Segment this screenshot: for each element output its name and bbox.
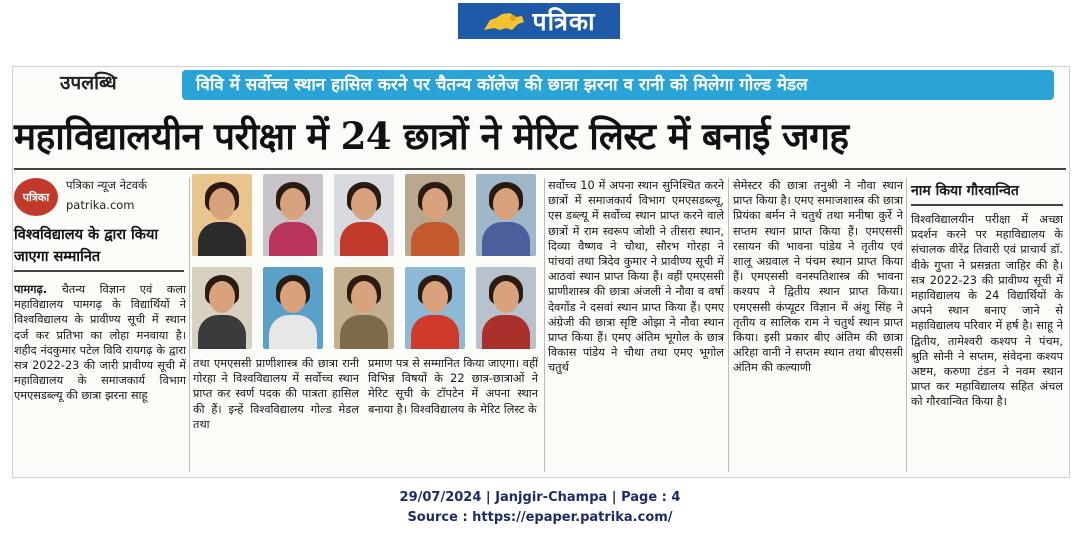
patrika-badge-icon: पत्रिका (14, 178, 58, 216)
article-column-2: तथा एमएससी प्राणीशास्त्र की छात्रा रानी गोरहा ने विश्वविद्यालय में सर्वोच्च स्थान प्राप्त कर स्वर्ण पदक की पात्रता हासिल की हैं। इन्हें विश्वविद्यालय गोल्ड मेडल तथा (193, 357, 359, 431)
column-divider (544, 178, 545, 472)
lion-logo-icon (482, 8, 526, 34)
article-kicker: उपलब्धि (60, 72, 117, 94)
student-photo (263, 174, 323, 256)
masthead-name: पत्रिका (532, 7, 596, 36)
sidebar-heading: नाम किया गौरवान्वित (911, 178, 1063, 206)
student-photo (405, 174, 465, 256)
student-photo (334, 267, 394, 349)
column-divider (728, 178, 729, 472)
student-photos-grid (192, 174, 542, 350)
student-photo (405, 267, 465, 349)
student-photo (192, 267, 252, 349)
student-photo (263, 267, 323, 349)
article-subhead: विश्वविद्यालय के द्वारा किया जाएगा सम्मानित (14, 224, 184, 272)
article-column-6: विश्वविद्यालयीन परीक्षा में अच्छा प्रदर्शन करने पर महाविद्यालय के संचालक वीरेंद्र तिवारी एवं प्राचार्य डॉ. वीके गुप्ता ने प्रसन्नता जाहिर की है। सत्र 2022-23 की प्रावीण्य सूची में महाविद्यालय के 24 विद्यार्थियों के अपने स्थान बनाए जाने से महाविद्यालय परिवार में हर्ष है। साहू ने द्वितीय, तामेश्वरी कश्यप ने पंचम, श्रुति सोनी ने सप्तम, संवेदना कश्यप अष्टम, करुणा टंडन ने नवम स्थान प्राप्त कर महाविद्यालय सहित अंचल को गौरवान्वित किया है। (911, 213, 1063, 409)
dateline: पामगढ़. (14, 283, 48, 296)
footer-date-line: 29/07/2024 | Janjgir-Champa | Page : 4 (399, 490, 681, 505)
article-column-1 (14, 282, 186, 472)
student-photo (476, 174, 536, 256)
student-photo (192, 174, 252, 256)
byline-site: patrika.com (66, 198, 135, 212)
article-column-4: सर्वोच्च 10 में अपना स्थान सुनिश्चित करने छात्रों में समाजकार्य विभाग एमएसडब्ल्यू, एस डब्ल्यू में सर्वोच्च स्थान प्राप्त करने वाले छात्रों में राम स्वरूप जोशी ने तीसरा स्थान, दिव्या वैष्णव ने चौथा, सौरभ गोरहा ने पांचवां तथा त्रिदेव कुमार ने प्रावीण्य सूची में आठवां स्थान प्राप्त किया हैं। वहीं एमएससी प्राणीशास्त्र की छात्रा अंजली ने नौवा व वर्षा देवगोंड ने दसवां स्थान प्राप्त किया हैं। एमए अंग्रेजी की छात्रा सृष्टि ओझा ने नौवा स्थान प्राप्त किया हैं। एमए अंतिम भूगोल के छात्र विकास पांडेय ने चौथा तथा एमए भूगोल चतुर्थ (548, 179, 724, 375)
column-divider (906, 178, 907, 472)
byline-network: पत्रिका न्यूज नेटवर्क (66, 178, 147, 192)
column-divider (189, 178, 190, 472)
patrika-masthead (458, 3, 620, 39)
column-1-text: चैतन्य विज्ञान एवं कला महाविद्यालय पामगढ़ के विद्यार्थियों ने विश्वविद्यालय के प्रावीण्य सूची में स्थान दर्ज कर प्रतिभा का लोहा मनवाया है। शहीद नंदकुमार पटेल विवि रायगढ़ के द्वारा सत्र 2022-23 की जारी प्रावीण्य सूची में महाविद्यालय के समाजकार्य विभाग एमएसडब्ल्यू की छात्रा झरना साहू (14, 283, 186, 403)
student-photo (334, 174, 394, 256)
student-photo (476, 267, 536, 349)
article-headline: महाविद्यालयीन परीक्षा में 24 छात्रों ने मेरिट लिस्ट में बनाई जगह (14, 114, 849, 158)
article-column-5: सेमेस्टर की छात्रा तनुश्री ने नौवा स्थान प्राप्त किया है। एमए समाजशास्त्र की छात्रा प्रियंका बर्मन ने चतुर्थ तथा मनीषा कुर्रे ने सप्तम स्थान प्राप्त किया हैं। एमएससी रसायन की भावना पांडेय ने तृतीय एवं शालू अग्रवाल ने पंचम स्थान प्राप्त किया हैं। एमएससी वनस्पतिशास्त्र की भावना कश्यप ने द्वितीय स्थान प्राप्त किया। एमएससी कंप्यूटर विज्ञान में अंशु सिंह ने तृतीय व सालिक राम ने चतुर्थ स्थान प्राप्त किया। इसी प्रकार बीए अंतिम की छात्रा अरिहा वानी ने सप्तम स्थान तथा बीएससी अंतिम की कल्याणी (733, 179, 903, 375)
article-strap: विवि में सर्वोच्च स्थान हासिल करने पर चैतन्य कॉलेज की छात्रा झरना व रानी को मिलेगा गोल्ड मेडल (182, 70, 1054, 100)
byline (14, 176, 184, 220)
footer-source: Source : https://epaper.patrika.com/ (407, 510, 673, 525)
headline-rule (14, 168, 1066, 170)
article-column-3: प्रमाण पत्र से सम्मानित किया जाएगा। वहीं विभिन्न विषयों के 22 छात्र-छात्राओं ने मेरिट सूची के टॉपटेन में अपना स्थान बनाया है। विश्वविद्यालय के मेरिट लिस्ट के (368, 357, 538, 416)
